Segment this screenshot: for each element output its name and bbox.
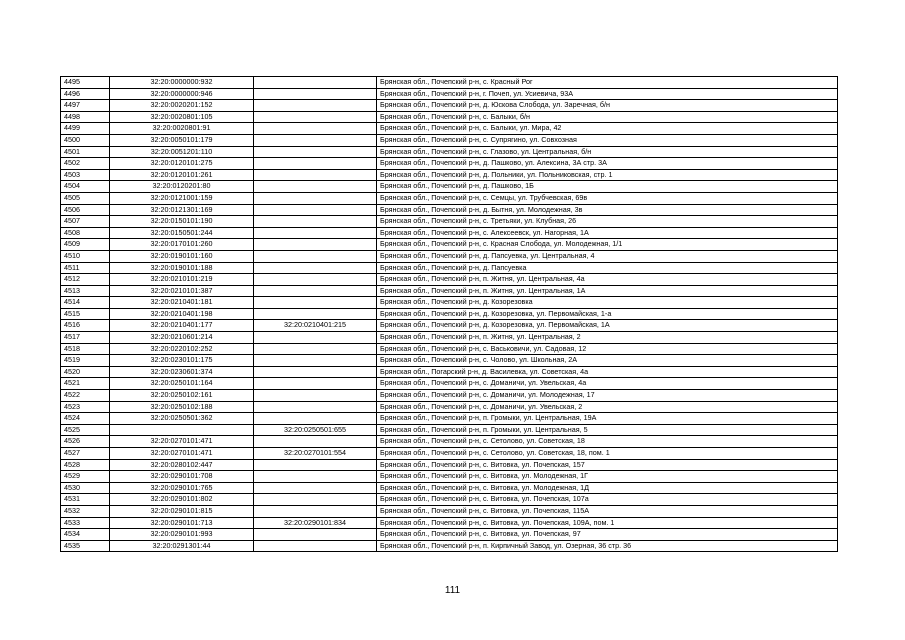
related-cadastral-number-cell: 32:20:0250501:655 xyxy=(254,424,377,436)
cadastral-number-cell xyxy=(110,424,254,436)
table-row xyxy=(61,158,838,170)
address-cell: Брянская обл., Почепский р-н, д. Козорезовка, ул. Первомайская, 1-а xyxy=(377,308,838,320)
cadastral-number-cell: 32:20:0020201:152 xyxy=(110,100,254,112)
row-number-cell: 4530 xyxy=(61,482,110,494)
address-cell: Брянская обл., Почепский р-н, п. Житня, ул. Центральная, 2 xyxy=(377,332,838,344)
table-row xyxy=(61,239,838,251)
address-cell: Брянская обл., Почепский р-н, с. Сетолово, ул. Советская, 18, пом. 1 xyxy=(377,448,838,460)
cadastral-number-cell: 32:20:0270101:471 xyxy=(110,436,254,448)
related-cadastral-number-cell xyxy=(254,250,377,262)
related-cadastral-number-cell xyxy=(254,100,377,112)
address-cell: Брянская обл., Почепский р-н, д. Козорезовка xyxy=(377,297,838,309)
related-cadastral-number-cell xyxy=(254,436,377,448)
cadastral-number-cell: 32:20:0121301:169 xyxy=(110,204,254,216)
row-number-cell: 4495 xyxy=(61,77,110,89)
table-row xyxy=(61,111,838,123)
table-row xyxy=(61,100,838,112)
table-row xyxy=(61,448,838,460)
address-cell: Брянская обл., Почепский р-н, п. Громыки, ул. Центральная, 5 xyxy=(377,424,838,436)
address-cell: Брянская обл., Почепский р-н, с. Алексеевск, ул. Нагорная, 1А xyxy=(377,227,838,239)
cadastral-number-cell: 32:20:0210101:219 xyxy=(110,274,254,286)
table-row xyxy=(61,413,838,425)
row-number-cell: 4509 xyxy=(61,239,110,251)
row-number-cell: 4521 xyxy=(61,378,110,390)
row-number-cell: 4512 xyxy=(61,274,110,286)
related-cadastral-number-cell xyxy=(254,390,377,402)
cadastral-number-cell: 32:20:0190101:188 xyxy=(110,262,254,274)
cadastral-number-cell: 32:20:0280102:447 xyxy=(110,459,254,471)
row-number-cell: 4519 xyxy=(61,355,110,367)
related-cadastral-number-cell xyxy=(254,401,377,413)
table-row xyxy=(61,123,838,135)
related-cadastral-number-cell xyxy=(254,227,377,239)
address-cell: Брянская обл., Почепский р-н, д. Папсуевка, ул. Центральная, 4 xyxy=(377,250,838,262)
related-cadastral-number-cell xyxy=(254,77,377,89)
row-number-cell: 4526 xyxy=(61,436,110,448)
row-number-cell: 4497 xyxy=(61,100,110,112)
row-number-cell: 4504 xyxy=(61,181,110,193)
related-cadastral-number-cell xyxy=(254,378,377,390)
related-cadastral-number-cell xyxy=(254,192,377,204)
related-cadastral-number-cell xyxy=(254,134,377,146)
row-number-cell: 4533 xyxy=(61,517,110,529)
row-number-cell: 4506 xyxy=(61,204,110,216)
related-cadastral-number-cell xyxy=(254,494,377,506)
table-row xyxy=(61,227,838,239)
related-cadastral-number-cell xyxy=(254,111,377,123)
row-number-cell: 4513 xyxy=(61,285,110,297)
cadastral-number-cell: 32:20:0121001:159 xyxy=(110,192,254,204)
related-cadastral-number-cell xyxy=(254,459,377,471)
related-cadastral-number-cell xyxy=(254,343,377,355)
table-row xyxy=(61,274,838,286)
related-cadastral-number-cell xyxy=(254,471,377,483)
table-row xyxy=(61,308,838,320)
row-number-cell: 4516 xyxy=(61,320,110,332)
cadastral-number-cell: 32:20:0230601:374 xyxy=(110,366,254,378)
address-cell: Брянская обл., Почепский р-н, с. Балыки, б/н xyxy=(377,111,838,123)
table-row xyxy=(61,517,838,529)
cadastral-number-cell: 32:20:0120101:275 xyxy=(110,158,254,170)
cadastral-number-cell: 32:20:0290101:708 xyxy=(110,471,254,483)
related-cadastral-number-cell xyxy=(254,146,377,158)
registry-table xyxy=(60,76,838,552)
table-row xyxy=(61,285,838,297)
row-number-cell: 4523 xyxy=(61,401,110,413)
address-cell: Брянская обл., Почепский р-н, п. Громыки, ул. Центральная, 19А xyxy=(377,413,838,425)
related-cadastral-number-cell xyxy=(254,158,377,170)
address-cell: Брянская обл., Почепский р-н, с. Витовка, ул. Почепская, 97 xyxy=(377,529,838,541)
related-cadastral-number-cell xyxy=(254,332,377,344)
cadastral-number-cell: 32:20:0000000:932 xyxy=(110,77,254,89)
address-cell: Брянская обл., Почепский р-н, с. Красная Слобода, ул. Молодежная, 1/1 xyxy=(377,239,838,251)
related-cadastral-number-cell xyxy=(254,88,377,100)
table-row xyxy=(61,146,838,158)
cadastral-number-cell: 32:20:0230101:175 xyxy=(110,355,254,367)
related-cadastral-number-cell xyxy=(254,297,377,309)
row-number-cell: 4499 xyxy=(61,123,110,135)
table-row xyxy=(61,343,838,355)
table-row xyxy=(61,482,838,494)
row-number-cell: 4524 xyxy=(61,413,110,425)
address-cell: Брянская обл., Почепский р-н, д. Пашково, ул. Алексина, 3А стр. 3А xyxy=(377,158,838,170)
cadastral-number-cell: 32:20:0250102:161 xyxy=(110,390,254,402)
row-number-cell: 4500 xyxy=(61,134,110,146)
table-row xyxy=(61,204,838,216)
row-number-cell: 4496 xyxy=(61,88,110,100)
address-cell: Брянская обл., Почепский р-н, с. Красный Рог xyxy=(377,77,838,89)
related-cadastral-number-cell xyxy=(254,262,377,274)
table-row xyxy=(61,505,838,517)
row-number-cell: 4525 xyxy=(61,424,110,436)
table-row xyxy=(61,88,838,100)
cadastral-number-cell: 32:20:0210101:387 xyxy=(110,285,254,297)
table-row xyxy=(61,181,838,193)
address-cell: Брянская обл., Почепский р-н, с. Витовка, ул. Почепская, 107а xyxy=(377,494,838,506)
row-number-cell: 4535 xyxy=(61,540,110,552)
related-cadastral-number-cell: 32:20:0270101:554 xyxy=(254,448,377,460)
related-cadastral-number-cell xyxy=(254,308,377,320)
cadastral-number-cell: 32:20:0020801:91 xyxy=(110,123,254,135)
table-row xyxy=(61,471,838,483)
cadastral-number-cell: 32:20:0190101:160 xyxy=(110,250,254,262)
row-number-cell: 4510 xyxy=(61,250,110,262)
table-row xyxy=(61,320,838,332)
cadastral-number-cell: 32:20:0000000:946 xyxy=(110,88,254,100)
cadastral-number-cell: 32:20:0120101:261 xyxy=(110,169,254,181)
address-cell: Брянская обл., Почепский р-н, с. Витовка, ул. Почепская, 157 xyxy=(377,459,838,471)
cadastral-number-cell: 32:20:0150501:244 xyxy=(110,227,254,239)
related-cadastral-number-cell xyxy=(254,216,377,228)
address-cell: Брянская обл., Почепский р-н, д. Папсуевка xyxy=(377,262,838,274)
table-row xyxy=(61,169,838,181)
cadastral-number-cell: 32:20:0020801:105 xyxy=(110,111,254,123)
related-cadastral-number-cell xyxy=(254,239,377,251)
row-number-cell: 4501 xyxy=(61,146,110,158)
related-cadastral-number-cell xyxy=(254,204,377,216)
address-cell: Брянская обл., Почепский р-н, с. Витовка, ул. Молодежная, 1Д xyxy=(377,482,838,494)
cadastral-number-cell: 32:20:0210401:177 xyxy=(110,320,254,332)
address-cell: Брянская обл., Почепский р-н, с. Васьковичи, ул. Садовая, 12 xyxy=(377,343,838,355)
table-row xyxy=(61,401,838,413)
address-cell: Брянская обл., Почепский р-н, с. Супрягино, ул. Совхозная xyxy=(377,134,838,146)
cadastral-number-cell: 32:20:0210401:198 xyxy=(110,308,254,320)
page-number: 111 xyxy=(444,585,461,596)
table-row xyxy=(61,216,838,228)
cadastral-number-cell: 32:20:0150101:190 xyxy=(110,216,254,228)
related-cadastral-number-cell xyxy=(254,366,377,378)
related-cadastral-number-cell: 32:20:0290101:834 xyxy=(254,517,377,529)
cadastral-number-cell: 32:20:0170101:260 xyxy=(110,239,254,251)
cadastral-number-cell: 32:20:0120201:80 xyxy=(110,181,254,193)
table-row xyxy=(61,540,838,552)
table-row xyxy=(61,366,838,378)
address-cell: Брянская обл., Почепский р-н, п. Житня, ул. Центральная, 1А xyxy=(377,285,838,297)
cadastral-number-cell: 32:20:0290101:765 xyxy=(110,482,254,494)
address-cell: Брянская обл., Почепский р-н, д. Юскова Слобода, ул. Заречная, б/н xyxy=(377,100,838,112)
address-cell: Брянская обл., Почепский р-н, с. Семцы, ул. Трубчевская, 69в xyxy=(377,192,838,204)
address-cell: Брянская обл., Почепский р-н, д. Козорезовка, ул. Первомайская, 1А xyxy=(377,320,838,332)
row-number-cell: 4507 xyxy=(61,216,110,228)
address-cell: Брянская обл., Почепский р-н, п. Житня, ул. Центральная, 4а xyxy=(377,274,838,286)
related-cadastral-number-cell xyxy=(254,169,377,181)
cadastral-number-cell: 32:20:0250101:164 xyxy=(110,378,254,390)
table-row xyxy=(61,529,838,541)
table-row xyxy=(61,250,838,262)
address-cell: Брянская обл., Почепский р-н, с. Витовка, ул. Почепская, 109А, пом. 1 xyxy=(377,517,838,529)
related-cadastral-number-cell xyxy=(254,355,377,367)
address-cell: Брянская обл., Почепский р-н, с. Балыки, ул. Мира, 42 xyxy=(377,123,838,135)
cadastral-number-cell: 32:20:0050101:179 xyxy=(110,134,254,146)
address-cell: Брянская обл., Почепский р-н, с. Доманичи, ул. Увельская, 2 xyxy=(377,401,838,413)
related-cadastral-number-cell xyxy=(254,413,377,425)
cadastral-number-cell: 32:20:0220102:252 xyxy=(110,343,254,355)
cadastral-number-cell: 32:20:0290101:802 xyxy=(110,494,254,506)
row-number-cell: 4503 xyxy=(61,169,110,181)
address-cell: Брянская обл., Почепский р-н, с. Сетолово, ул. Советская, 18 xyxy=(377,436,838,448)
registry-table-body xyxy=(61,77,838,552)
cadastral-number-cell: 32:20:0051201:110 xyxy=(110,146,254,158)
address-cell: Брянская обл., Почепский р-н, с. Третьяки, ул. Клубная, 26 xyxy=(377,216,838,228)
row-number-cell: 4515 xyxy=(61,308,110,320)
table-row xyxy=(61,424,838,436)
row-number-cell: 4498 xyxy=(61,111,110,123)
table-row xyxy=(61,134,838,146)
table-row xyxy=(61,494,838,506)
related-cadastral-number-cell xyxy=(254,123,377,135)
cadastral-number-cell: 32:20:0290101:713 xyxy=(110,517,254,529)
row-number-cell: 4531 xyxy=(61,494,110,506)
related-cadastral-number-cell xyxy=(254,529,377,541)
table-row xyxy=(61,192,838,204)
table-row xyxy=(61,297,838,309)
related-cadastral-number-cell: 32:20:0210401:215 xyxy=(254,320,377,332)
cadastral-number-cell: 32:20:0210401:181 xyxy=(110,297,254,309)
row-number-cell: 4508 xyxy=(61,227,110,239)
address-cell: Брянская обл., Почепский р-н, д. Бытня, ул. Молодежная, 3в xyxy=(377,204,838,216)
table-row xyxy=(61,355,838,367)
related-cadastral-number-cell xyxy=(254,285,377,297)
address-cell: Брянская обл., Почепский р-н, с. Чолово, ул. Школьная, 2А xyxy=(377,355,838,367)
cadastral-number-cell: 32:20:0291301:44 xyxy=(110,540,254,552)
related-cadastral-number-cell xyxy=(254,540,377,552)
address-cell: Брянская обл., Почепский р-н, п. Кирпичный Завод, ул. Озерная, 36 стр. 36 xyxy=(377,540,838,552)
table-row xyxy=(61,459,838,471)
table-row xyxy=(61,262,838,274)
cadastral-number-cell: 32:20:0270101:471 xyxy=(110,448,254,460)
cadastral-number-cell: 32:20:0290101:815 xyxy=(110,505,254,517)
address-cell: Брянская обл., Почепский р-н, с. Глазово, ул. Центральная, б/н xyxy=(377,146,838,158)
row-number-cell: 4527 xyxy=(61,448,110,460)
cadastral-number-cell: 32:20:0250501:362 xyxy=(110,413,254,425)
address-cell: Брянская обл., Почепский р-н, с. Витовка, ул. Молодежная, 1Г xyxy=(377,471,838,483)
row-number-cell: 4529 xyxy=(61,471,110,483)
row-number-cell: 4520 xyxy=(61,366,110,378)
address-cell: Брянская обл., Почепский р-н, с. Витовка, ул. Почепская, 115А xyxy=(377,505,838,517)
row-number-cell: 4511 xyxy=(61,262,110,274)
address-cell: Брянская обл., Почепский р-н, с. Доманичи, ул. Молодежная, 17 xyxy=(377,390,838,402)
row-number-cell: 4522 xyxy=(61,390,110,402)
row-number-cell: 4517 xyxy=(61,332,110,344)
table-row xyxy=(61,390,838,402)
related-cadastral-number-cell xyxy=(254,181,377,193)
cadastral-number-cell: 32:20:0210601:214 xyxy=(110,332,254,344)
address-cell: Брянская обл., Почепский р-н, г. Почеп, ул. Усиевича, 93А xyxy=(377,88,838,100)
row-number-cell: 4532 xyxy=(61,505,110,517)
table-row xyxy=(61,436,838,448)
row-number-cell: 4502 xyxy=(61,158,110,170)
row-number-cell: 4505 xyxy=(61,192,110,204)
table-row xyxy=(61,332,838,344)
related-cadastral-number-cell xyxy=(254,482,377,494)
table-row xyxy=(61,378,838,390)
cadastral-number-cell: 32:20:0250102:188 xyxy=(110,401,254,413)
address-cell: Брянская обл., Почепский р-н, с. Доманичи, ул. Увельская, 4а xyxy=(377,378,838,390)
row-number-cell: 4534 xyxy=(61,529,110,541)
address-cell: Брянская обл., Почепский р-н, д. Пашково, 1Б xyxy=(377,181,838,193)
related-cadastral-number-cell xyxy=(254,274,377,286)
row-number-cell: 4528 xyxy=(61,459,110,471)
address-cell: Брянская обл., Почепский р-н, д. Польники, ул. Польниковская, стр. 1 xyxy=(377,169,838,181)
row-number-cell: 4518 xyxy=(61,343,110,355)
related-cadastral-number-cell xyxy=(254,505,377,517)
table-row xyxy=(61,77,838,89)
row-number-cell: 4514 xyxy=(61,297,110,309)
address-cell: Брянская обл., Погарский р-н, д. Василевка, ул. Советская, 4а xyxy=(377,366,838,378)
cadastral-number-cell: 32:20:0290101:993 xyxy=(110,529,254,541)
